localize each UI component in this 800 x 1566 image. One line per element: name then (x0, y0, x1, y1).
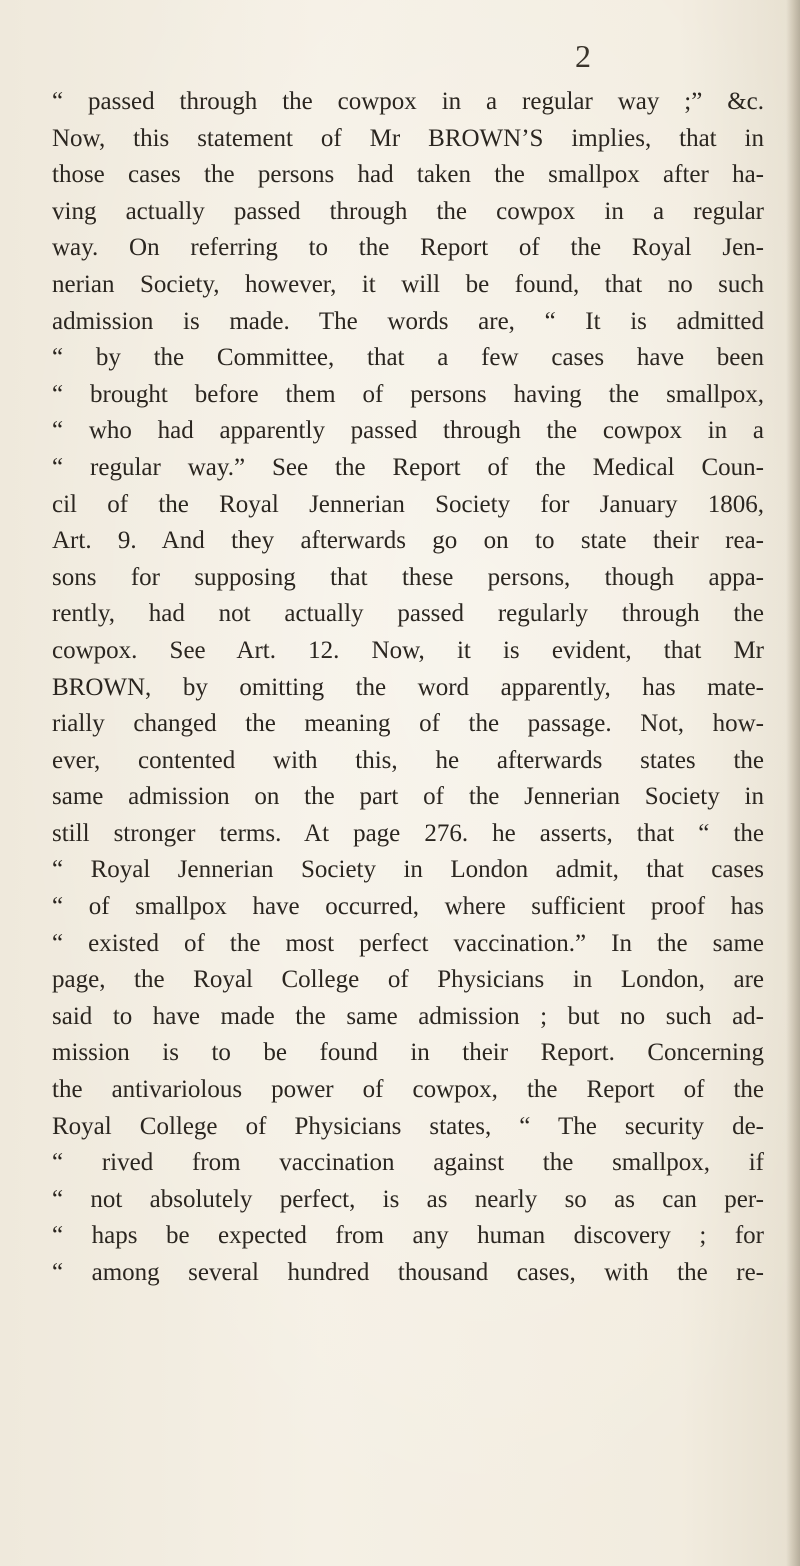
text-line-9: “ brought before them of persons having the smallpox, (52, 380, 764, 408)
text-line-22: “ Royal Jennerian Society in London admit, that cases (52, 856, 764, 884)
text-line-16: cowpox. See Art. 12. Now, it is evident, that Mr (52, 636, 764, 664)
text-line-26: said to have made the same admission ; but no such ad- (52, 1002, 764, 1030)
text-line-7: admission is made. The words are, “ It is admitted (52, 307, 764, 335)
text-line-21: still stronger terms. At page 276. he asserts, that “ the (52, 819, 764, 847)
text-line-24: “ existed of the most perfect vaccination.” In the same (52, 929, 764, 957)
page-edge-shadow (786, 0, 800, 1566)
text-line-27: mission is to be found in their Report. Concerning (52, 1039, 764, 1067)
text-line-5: way. On referring to the Report of the Royal Jen- (52, 234, 764, 262)
text-line-29: Royal College of Physicians states, “ The security de- (52, 1112, 764, 1140)
text-line-15: rently, had not actually passed regularly through the (52, 600, 764, 628)
text-line-23: “ of smallpox have occurred, where sufficient proof has (52, 893, 764, 921)
text-line-6: nerian Society, however, it will be found, that no such (52, 270, 764, 298)
text-line-20: same admission on the part of the Jennerian Society in (52, 783, 764, 811)
text-line-28: the antivariolous power of cowpox, the Report of the (52, 1076, 764, 1104)
text-line-31: “ not absolutely perfect, is as nearly so as can per- (52, 1185, 764, 1213)
text-line-33: “ among several hundred thousand cases, with the re- (52, 1259, 764, 1286)
text-line-10: “ who had apparently passed through the cowpox in a (52, 417, 764, 445)
text-line-19: ever, contented with this, he afterwards states the (52, 746, 764, 774)
text-line-12: cil of the Royal Jennerian Society for January 1806, (52, 490, 764, 518)
body-text (52, 84, 764, 1292)
text-line-30: “ rived from vaccination against the smallpox, if (52, 1149, 764, 1177)
text-line-25: page, the Royal College of Physicians in London, are (52, 966, 764, 994)
text-line-18: rially changed the meaning of the passage. Not, how- (52, 710, 764, 738)
text-line-2: Now, this statement of Mr BROWN’S implies, that in (52, 124, 764, 152)
text-line-32: “ haps be expected from any human discovery ; for (52, 1222, 764, 1250)
page-number: 2 (575, 38, 591, 74)
text-line-11: “ regular way.” See the Report of the Medical Coun- (52, 453, 764, 481)
text-line-8: “ by the Committee, that a few cases have been (52, 344, 764, 372)
text-line-13: Art. 9. And they afterwards go on to state their rea- (52, 527, 764, 555)
text-line-4: ving actually passed through the cowpox in a regular (52, 197, 764, 225)
text-line-1: “ passed through the cowpox in a regular way ;” &c. (52, 88, 764, 115)
text-line-14: sons for supposing that these persons, though appa- (52, 563, 764, 591)
text-line-17: BROWN, by omitting the word apparently, has mate- (52, 673, 764, 701)
text-line-3: those cases the persons had taken the smallpox after ha- (52, 161, 764, 189)
